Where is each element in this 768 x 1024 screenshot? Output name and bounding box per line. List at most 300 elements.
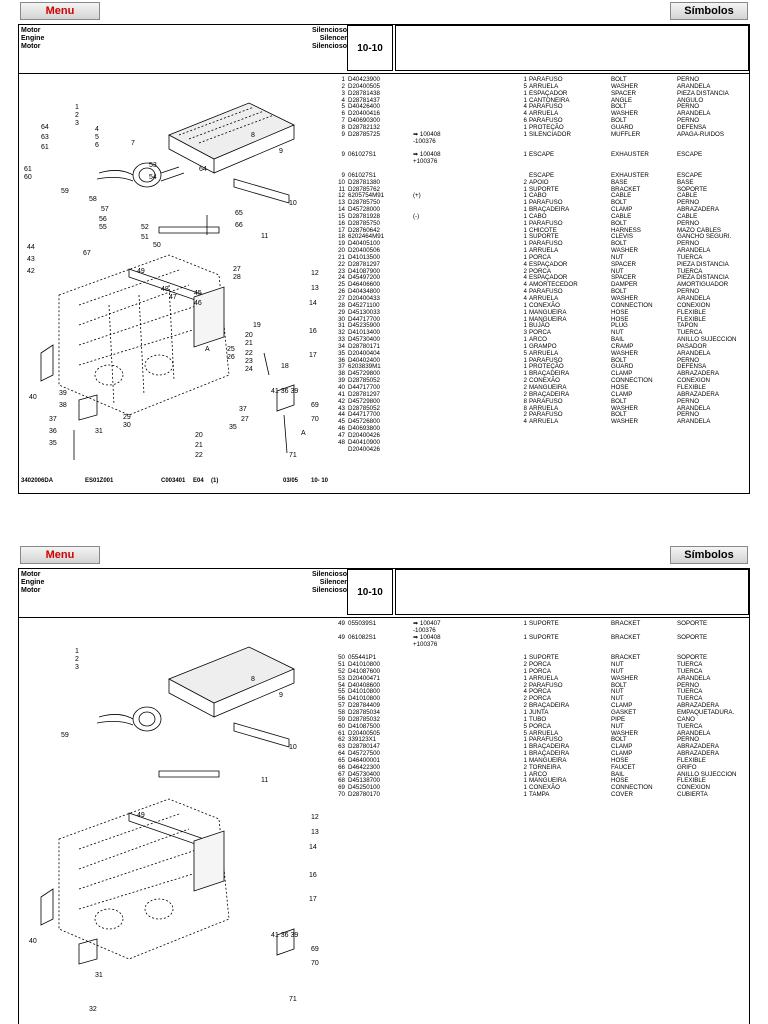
callout-4: 4: [95, 126, 99, 133]
footer-drawing-number: 3402006DA: [21, 478, 54, 484]
header-group-2: Silencioso: [311, 571, 347, 578]
part-item-number: 23: [338, 267, 345, 275]
part-code: 055039S1: [348, 620, 377, 627]
part-quantity: 3: [523, 329, 527, 337]
callout-52: 52: [141, 224, 149, 231]
p2-callout-41: 41 36 39: [271, 932, 299, 939]
part-code: D41010800: [348, 661, 380, 669]
header-group-en: Silencer: [319, 35, 347, 42]
part-code: D28781297: [348, 260, 380, 268]
part-serial-note: ➡ 100408: [413, 151, 441, 159]
part-item-number: 16: [338, 219, 345, 227]
part-name-en: NUT: [611, 253, 624, 261]
part-code: D44717700: [348, 411, 380, 419]
part-code: D45497200: [348, 274, 380, 282]
header-divider-2: [19, 617, 749, 618]
footer-group: 10- 10: [311, 478, 329, 484]
p2-callout-70: 70: [311, 960, 319, 967]
part-name-es: ABRAZADERA: [677, 206, 719, 214]
part-name-en: GUARD: [611, 123, 634, 131]
part-code: D28781380: [348, 178, 380, 186]
part-quantity: 5: [523, 722, 527, 730]
part-item-number: 44: [338, 411, 345, 419]
part-name-pt: PARAFUSO: [529, 219, 563, 227]
part-quantity: 2: [523, 383, 527, 391]
part-name-es: TUERCA: [677, 722, 703, 730]
part-name-pt: PORCA: [529, 253, 552, 261]
part-name-en: WASHER: [611, 82, 638, 90]
part-name-es: ANGULO: [677, 96, 704, 104]
part-name-en: EXHAUSTER: [611, 151, 649, 159]
part-name-pt: ARRUELA: [529, 349, 559, 357]
part-quantity: 2: [523, 661, 527, 669]
part-item-number: 13: [338, 199, 345, 207]
part-name-es: CABLE: [677, 192, 698, 200]
sheet-footer: [21, 477, 331, 485]
part-code: D44717700: [348, 383, 380, 391]
callout-60: 60: [24, 174, 32, 181]
part-item-number: 46: [338, 425, 345, 433]
p2-callout-32: 32: [89, 1006, 97, 1013]
p2-callout-69: 69: [311, 946, 319, 953]
part-code: D28785032: [348, 715, 380, 723]
part-name-pt: ESPAÇADOR: [529, 274, 568, 282]
parts-row: [333, 447, 747, 454]
part-name-es: BASE: [677, 178, 694, 186]
part-code: D40408600: [348, 681, 380, 689]
part-quantity: 4: [523, 688, 527, 696]
header-group-es-2: Silencioso: [311, 587, 347, 594]
part-code: D45730400: [348, 336, 380, 344]
part-item-number: 29: [338, 308, 345, 316]
callout-49: 49: [137, 268, 145, 275]
parts-row: [333, 139, 747, 146]
part-name-en: WASHER: [611, 674, 638, 682]
part-name-en: CLEVIS: [611, 233, 634, 241]
callout-5: 5: [95, 134, 99, 141]
callout-47: 47: [169, 294, 177, 301]
part-code: 061027S1: [348, 171, 377, 179]
callout-67: 67: [83, 250, 91, 257]
part-serial-note: +100376: [413, 640, 438, 648]
callout-48: 48: [161, 286, 169, 293]
part-name-pt: PORCA: [529, 695, 552, 703]
callout-13: 13: [311, 285, 319, 292]
part-code: D40423900: [348, 76, 380, 83]
part-item-number: 58: [338, 708, 345, 716]
part-name-pt: TAMPA: [529, 791, 550, 799]
part-name-en: WASHER: [611, 247, 638, 255]
part-name-en: BOLT: [611, 199, 627, 207]
callout-37: 37: [49, 416, 57, 423]
part-item-number: 18: [338, 233, 345, 241]
callout-59: 59: [61, 188, 69, 195]
part-name-pt: TORNEIRA: [529, 763, 561, 771]
part-quantity: 5: [523, 82, 527, 90]
callout-17: 17: [309, 352, 317, 359]
part-code: 339123X1: [348, 736, 377, 744]
part-name-pt: CABO: [529, 192, 547, 200]
part-item-number: 10: [338, 178, 345, 186]
part-serial-note: +100376: [413, 158, 438, 166]
part-name-pt: ARRUELA: [529, 729, 559, 737]
group-number-2: 10-10: [347, 569, 393, 615]
part-quantity: 1: [523, 620, 527, 627]
part-code: D46406600: [348, 281, 380, 289]
callout-61b: 61: [41, 144, 49, 151]
parts-sheet-page-1: [18, 24, 750, 494]
part-name-en: GUARD: [611, 363, 634, 371]
part-name-pt: PROTEÇÃO: [529, 123, 564, 131]
part-name-es: CONEXION: [677, 377, 711, 385]
part-item-number: 6: [341, 110, 345, 118]
part-name-en: CLAMP: [611, 750, 633, 758]
callout-43: 43: [27, 256, 35, 263]
part-code: 061082S1: [348, 633, 377, 641]
part-quantity: 1: [523, 654, 527, 662]
part-item-number: 1: [341, 76, 345, 83]
part-name-es: ARANDELA: [677, 247, 711, 255]
part-quantity: 2: [523, 377, 527, 385]
part-quantity: 1: [523, 356, 527, 364]
part-quantity: 1: [523, 322, 527, 330]
part-quantity: 1: [523, 226, 527, 234]
part-quantity: 1: [523, 212, 527, 220]
callout-21: 21: [245, 340, 253, 347]
parts-row: [333, 635, 747, 642]
part-serial-note: ➡ 100408: [413, 633, 441, 641]
p2-callout-13: 13: [311, 829, 319, 836]
part-item-number: 8: [341, 123, 345, 131]
part-code: D28781438: [348, 89, 380, 97]
part-code: D40426400: [348, 103, 380, 111]
p2-callout-1: 1: [75, 648, 79, 655]
callout-54: 54: [149, 174, 157, 181]
callout-64: 64: [41, 124, 49, 131]
part-code: D40434800: [348, 288, 380, 296]
part-name-en: SPACER: [611, 89, 636, 97]
part-code: D45235900: [348, 322, 380, 330]
part-name-pt: PARAFUSO: [529, 103, 563, 111]
part-code: D45729800: [348, 370, 380, 378]
callout-23: 23: [245, 358, 253, 365]
part-item-number: 25: [338, 281, 345, 289]
part-name-pt: ESPAÇADOR: [529, 260, 568, 268]
part-name-en: BAIL: [611, 336, 625, 344]
callout-38: 38: [59, 402, 67, 409]
part-item-number: 59: [338, 715, 345, 723]
part-code: D40402400: [348, 356, 380, 364]
part-name-pt: CABO: [529, 212, 547, 220]
part-name-en: CABLE: [611, 212, 632, 220]
part-name-en: NUT: [611, 695, 624, 703]
callout-20b: 20: [195, 432, 203, 439]
part-item-number: 45: [338, 418, 345, 426]
part-quantity: 1: [523, 219, 527, 227]
header-empty-box: [395, 25, 749, 71]
part-item-number: 17: [338, 226, 345, 234]
part-name-es: PIEZA DISTANCIA: [677, 260, 729, 268]
part-name-en: BOLT: [611, 411, 627, 419]
part-name-en: CONNECTION: [611, 377, 653, 385]
part-item-number: 31: [338, 322, 345, 330]
part-code: D45138700: [348, 777, 380, 785]
part-code: D28780147: [348, 743, 380, 751]
part-name-es: PERNO: [677, 117, 700, 125]
part-quantity: 8: [523, 397, 527, 405]
part-item-number: 53: [338, 674, 345, 682]
part-name-es: GANCHO SEGURI.: [677, 233, 732, 241]
part-name-pt: MANGUEIRA: [529, 756, 567, 764]
parts-row: [333, 433, 747, 440]
parts-row: [333, 426, 747, 433]
part-name-pt: PORCA: [529, 661, 552, 669]
part-code: D20400506: [348, 247, 380, 255]
part-item-number: 2: [341, 82, 345, 90]
part-name-es: PERNO: [677, 199, 700, 207]
callout-64b: 64: [199, 166, 207, 173]
part-name-en: WASHER: [611, 729, 638, 737]
part-code: D41010800: [348, 695, 380, 703]
part-name-en: FAUCET: [611, 763, 636, 771]
callout-19: 19: [253, 322, 261, 329]
part-name-en: CLAMP: [611, 390, 633, 398]
part-item-number: 21: [338, 253, 345, 261]
menu-button[interactable]: Menu: [20, 2, 100, 20]
part-code: D40693800: [348, 425, 380, 433]
part-name-es: SOPORTE: [677, 185, 708, 193]
part-code: D28785762: [348, 185, 380, 193]
header-group: Silencioso: [311, 27, 347, 34]
part-item-number: 64: [338, 750, 345, 758]
part-item-number: 14: [338, 206, 345, 214]
part-name-es: ARANDELA: [677, 110, 711, 118]
part-item-number: 4: [341, 96, 345, 104]
part-name-en: HARNESS: [611, 226, 641, 234]
part-name-pt: PARAFUSO: [529, 240, 563, 248]
part-item-number: 32: [338, 329, 345, 337]
menu-button-2[interactable]: Menu: [20, 546, 100, 564]
part-code: D40690300: [348, 117, 380, 125]
part-name-es: TUERCA: [677, 661, 703, 669]
callout-39: 39: [59, 390, 67, 397]
part-name-en: NUT: [611, 667, 624, 675]
callout-40: 40: [29, 394, 37, 401]
part-item-number: 42: [338, 397, 345, 405]
callout-25: 25: [227, 346, 235, 353]
callout-29: 29: [123, 414, 131, 421]
part-name-pt: PORCA: [529, 722, 552, 730]
part-name-en: HOSE: [611, 756, 629, 764]
part-quantity: 1: [523, 151, 527, 159]
part-name-es: CUBIERTA: [677, 791, 708, 799]
part-quantity: 1: [523, 336, 527, 344]
part-quantity: 4: [523, 260, 527, 268]
part-name-pt: ARRUELA: [529, 82, 559, 90]
part-code: D45271100: [348, 301, 380, 309]
callout-51: 51: [141, 234, 149, 241]
part-code: D46400001: [348, 756, 380, 764]
part-name-es: PERNO: [677, 411, 700, 419]
part-quantity: 1: [523, 715, 527, 723]
part-item-number: 22: [338, 260, 345, 268]
part-quantity: 8: [523, 404, 527, 412]
part-item-number: 39: [338, 377, 345, 385]
part-item-number: 9: [341, 151, 345, 159]
part-quantity: 1: [523, 750, 527, 758]
part-name-pt: ARRUELA: [529, 247, 559, 255]
callout-A2: A: [301, 430, 306, 437]
header-system-en-2: Engine: [21, 579, 45, 586]
part-name-en: CLAMP: [611, 743, 633, 751]
part-quantity: 4: [523, 288, 527, 296]
p2-callout-10: 10: [289, 744, 297, 751]
part-name-es: CABLE: [677, 212, 698, 220]
part-name-pt: PARAFUSO: [529, 411, 563, 419]
part-code: 6205754M91: [348, 192, 385, 200]
footer-code-3: E04: [193, 478, 204, 484]
part-item-number: 30: [338, 315, 345, 323]
callout-53: 53: [149, 162, 157, 169]
part-name-en: CRAMP: [611, 342, 634, 350]
part-name-es: ARANDELA: [677, 349, 711, 357]
part-serial-note: (-): [413, 212, 420, 220]
part-name-en: BOLT: [611, 736, 627, 744]
part-item-number: 60: [338, 722, 345, 730]
part-name-en: PIPE: [611, 715, 626, 723]
part-quantity: 4: [523, 295, 527, 302]
part-item-number: 34: [338, 342, 345, 350]
part-name-pt: BRAÇADEIRA: [529, 390, 570, 398]
p2-callout-3: 3: [75, 664, 79, 671]
part-quantity: 1: [523, 192, 527, 200]
callout-30: 30: [123, 422, 131, 429]
callout-8: 8: [251, 132, 255, 139]
footer-code-2: C003401: [161, 478, 186, 484]
part-name-es: ARANDELA: [677, 82, 711, 90]
part-code: D28785034: [348, 708, 380, 716]
part-name-es: PIEZA DISTANCIA: [677, 274, 729, 282]
callout-46: 46: [194, 300, 202, 307]
part-quantity: 1: [523, 301, 527, 309]
part-name-en: HOSE: [611, 777, 629, 785]
exploded-view-drawing-2: [19, 619, 331, 1019]
part-item-number: 70: [338, 791, 345, 799]
part-name-en: CLAMP: [611, 370, 633, 378]
callout-42: 42: [27, 268, 35, 275]
part-name-pt: PARAFUSO: [529, 199, 563, 207]
part-name-es: CANO: [677, 715, 695, 723]
part-name-pt: SUPORTE: [529, 185, 559, 193]
part-name-es: ARANDELA: [677, 418, 711, 426]
symbols-button[interactable]: Símbolos: [670, 2, 748, 20]
callout-50: 50: [153, 242, 161, 249]
part-name-pt: PARAFUSO: [529, 681, 563, 689]
part-quantity: 1: [523, 96, 527, 104]
part-name-es: ANILLO SUJECCION: [677, 770, 737, 778]
part-quantity: 1: [523, 130, 527, 138]
part-code: D45728000: [348, 206, 380, 214]
part-quantity: 1: [523, 784, 527, 792]
callout-27b: 27: [241, 416, 249, 423]
part-code: D28760642: [348, 226, 380, 234]
part-item-number: 37: [338, 363, 345, 371]
part-name-en: BOLT: [611, 397, 627, 405]
part-code: D20400416: [348, 110, 380, 118]
part-code: D20400471: [348, 674, 380, 682]
part-quantity: 1: [523, 363, 527, 371]
part-code: 6203839M1: [348, 363, 381, 371]
part-quantity: 1: [523, 743, 527, 751]
part-name-pt: ARRUELA: [529, 418, 559, 426]
part-name-pt: JUNTA: [529, 708, 549, 716]
part-item-number: 49: [338, 620, 345, 627]
part-name-en: NUT: [611, 661, 624, 669]
symbols-button-2[interactable]: Símbolos: [670, 546, 748, 564]
part-serial-note: (+): [413, 192, 421, 200]
part-quantity: 2: [523, 702, 527, 710]
callout-57: 57: [101, 206, 109, 213]
part-name-es: GRIFO: [677, 763, 697, 771]
part-name-pt: PARAFUSO: [529, 117, 563, 125]
part-item-number: 27: [338, 295, 345, 302]
callout-20: 20: [245, 332, 253, 339]
parts-row: [333, 152, 747, 159]
part-item-number: 65: [338, 756, 345, 764]
callout-35b: 35: [229, 424, 237, 431]
part-quantity: 1: [523, 370, 527, 378]
footer-code-4: (1): [211, 478, 219, 484]
part-name-pt: PORCA: [529, 667, 552, 675]
parts-row: [333, 642, 747, 649]
part-quantity: 2: [523, 695, 527, 703]
part-quantity: 4: [523, 274, 527, 282]
part-code: D28780171: [348, 342, 380, 350]
parts-list-page-2: [333, 621, 747, 799]
part-code: D40410900: [348, 438, 380, 446]
part-name-pt: PARAFUSO: [529, 736, 563, 744]
header-system-en: Engine: [21, 35, 45, 42]
header-group-en-2: Silencer: [319, 579, 347, 586]
part-name-pt: ARCO: [529, 770, 547, 778]
part-name-es: ESCAPE: [677, 171, 703, 179]
callout-37b: 37: [239, 406, 247, 413]
part-item-number: 69: [338, 784, 345, 792]
callout-1: 1: [75, 104, 79, 111]
callout-41: 41 36 39: [271, 388, 299, 395]
p2-callout-71: 71: [289, 996, 297, 1003]
callout-7: 7: [131, 140, 135, 147]
part-quantity: 1: [523, 708, 527, 716]
part-name-es: CONEXION: [677, 301, 711, 309]
part-code: D20400505: [348, 729, 380, 737]
part-name-pt: ARCO: [529, 336, 547, 344]
part-name-es: ANILLO SUJECCION: [677, 336, 737, 344]
callout-3: 3: [75, 120, 79, 127]
part-name-es: DEFENSA: [677, 363, 707, 371]
callout-26: 26: [227, 354, 235, 361]
part-name-es: TAPON: [677, 322, 698, 330]
part-name-es: ABRAZADERA: [677, 743, 719, 751]
part-item-number: 66: [338, 763, 345, 771]
header-system-es: Motor: [21, 43, 41, 50]
part-name-pt: CONEXÃO: [529, 377, 560, 385]
part-name-pt: SILENCIADOR: [529, 130, 571, 138]
part-quantity: 1: [523, 342, 527, 350]
part-name-en: SPACER: [611, 274, 636, 282]
parts-list-page-1: [333, 77, 747, 453]
part-quantity: 1: [523, 756, 527, 764]
